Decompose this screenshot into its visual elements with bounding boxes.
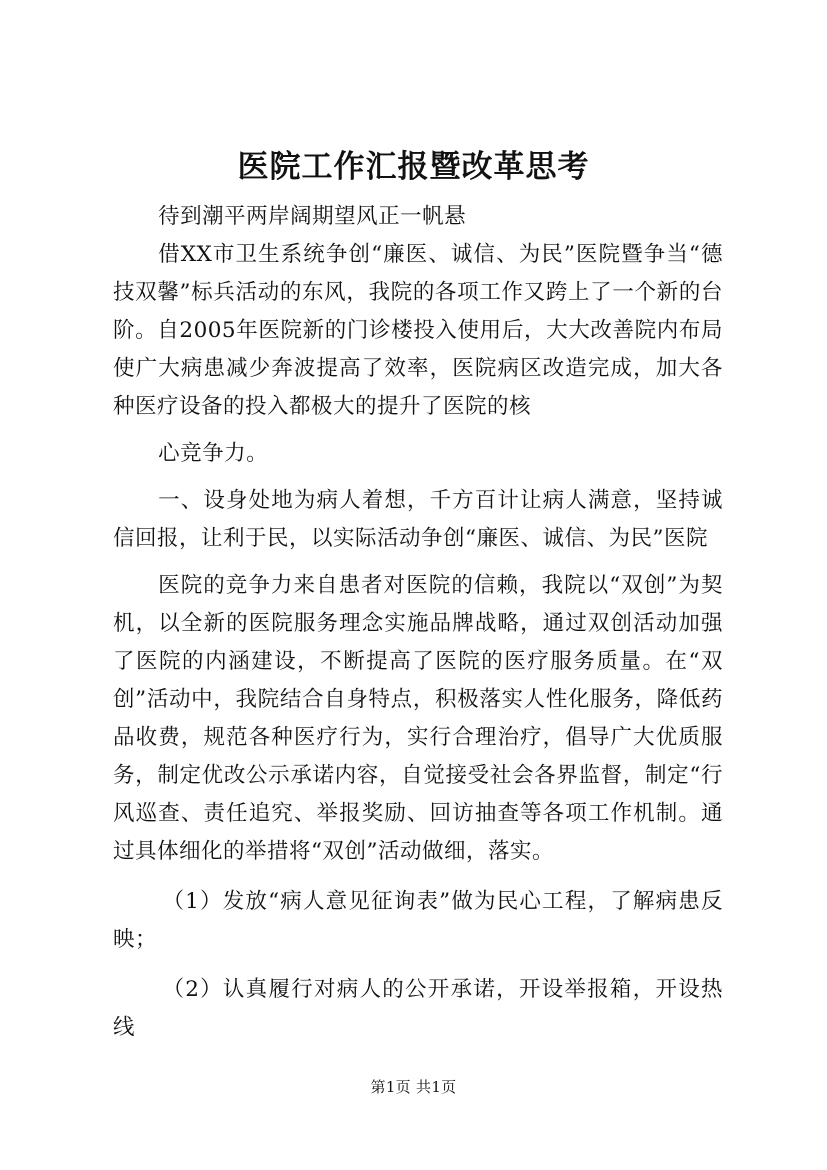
paragraph-intro: 借XX市卫生系统争创“廉医、诚信、为民”医院暨争当“德技双馨”标兵活动的东风，我院的各项工作又跨上了一个新的台阶。自2005年医院新的门诊楼投入使用后，大大改善院内布局使广大病患减少奔波提高了效率，医院病区改造完成，加大各种医疗设备的投入都极大的提升了医院的核: [113, 242, 723, 419]
paragraph-section-one-body: 医院的竞争力来自患者对医院的信赖，我院以“双创”为契机，以全新的医院服务理念实施品牌战略，通过双创活动加强了医院的内涵建设，不断提高了医院的医疗服务质量。在“双创”活动中，我院结合自身特点，积极落实人性化服务，降低药品收费，规范各种医疗行为，实行合理治疗，倡导广大优质服务，制定优改公示承诺内容，自觉接受社会各界监督，制定“行风巡查、责任追究、举报奖励、回访抽查等各项工作机制。通过具体细化的举措将“双创”活动做细，落实。: [113, 573, 723, 864]
paragraph-item-1: （1）发放“病人意见征询表”做为民心工程，了解病患反映；: [113, 889, 723, 952]
document-body: [113, 198, 723, 1047]
page-footer: 第1页 共1页: [370, 1078, 457, 1096]
paragraph-continuation: 心竞争力。: [158, 441, 269, 466]
document-title: 医院工作汇报暨改革思考: [237, 149, 590, 185]
paragraph-subtitle: 待到潮平两岸阔期望风正一帆悬: [158, 204, 467, 229]
paragraph-item-2: （2）认真履行对病人的公开承诺，开设举报箱，开设热线: [113, 977, 723, 1040]
paragraph-section-one-heading: 一、设身处地为病人着想，千方百计让病人满意，坚持诚信回报，让利于民，以实际活动争创“廉医、诚信、为民”医院: [113, 488, 723, 551]
